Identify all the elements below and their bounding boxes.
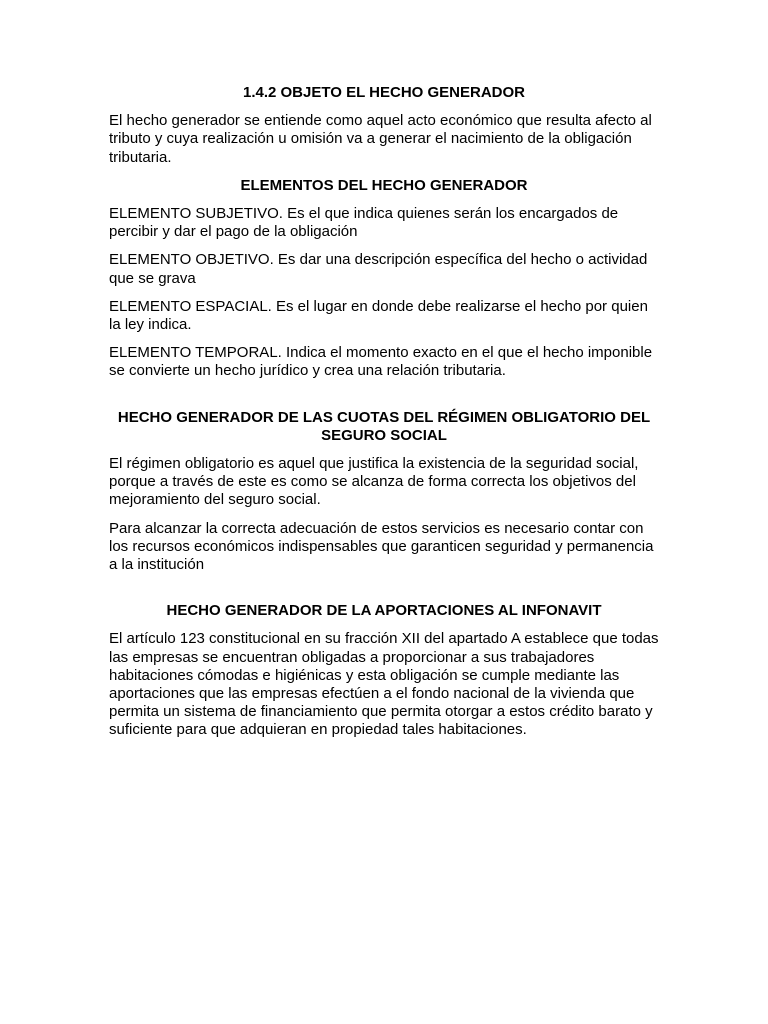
paragraph-articulo-123: El artículo 123 constitucional en su fracción XII del apartado A establece que todas las empresas se encuentran obligadas a proporcionar a sus trabajadores habitaciones cómodas e higiénicas y esta obligación se cumple mediante las aportaciones que las empresas efectúen a el fondo nacional de la vivienda que permita un sistema de financiamiento que permita otorgar a estos crédito barato y suficiente para que adquieran en propiedad tales habitaciones. bbox=[109, 630, 659, 739]
paragraph-regimen-obligatorio: El régimen obligatorio es aquel que justifica la existencia de la seguridad social, porque a través de este es como se alcanza de forma correcta los objetivos del mejoramiento del seguro social. bbox=[109, 455, 639, 509]
document-page bbox=[109, 84, 659, 750]
section-heading-infonavit: HECHO GENERADOR DE LA APORTACIONES AL INFONAVIT bbox=[166, 602, 602, 620]
paragraph-elemento-subjetivo: ELEMENTO SUBJETIVO. Es el que indica quienes serán los encargados de percibir y dar el pago de la obligación bbox=[109, 205, 619, 241]
section-heading-elementos: ELEMENTOS DEL HECHO GENERADOR bbox=[240, 176, 528, 194]
section-heading-objeto: 1.4.2 OBJETO EL HECHO GENERADOR bbox=[242, 84, 525, 101]
paragraph-definition: El hecho generador se entiende como aquel acto económico que resulta afecto al tributo y cuya realización u omisión va a generar el nacimiento de la obligación tributaria. bbox=[109, 112, 652, 166]
paragraph-elemento-temporal: ELEMENTO TEMPORAL. Indica el momento exacto en el que el hecho imponible se convierte un hecho jurídico y crea una relación tributaria. bbox=[109, 344, 653, 380]
paragraph-elemento-espacial: ELEMENTO ESPACIAL. Es el lugar en donde debe realizarse el hecho por quien la ley indica. bbox=[109, 297, 648, 334]
paragraph-adecuacion-servicios: Para alcanzar la correcta adecuación de estos servicios es necesario contar con los recursos económicos indispensables que garanticen seguridad y permanencia a la institución bbox=[109, 519, 654, 574]
section-gap bbox=[109, 391, 659, 409]
paragraph-elemento-objetivo: ELEMENTO OBJETIVO. Es dar una descripción específica del hecho o actividad que se grava bbox=[109, 251, 648, 287]
section-heading-seguro-social: HECHO GENERADOR DE LAS CUOTAS DEL RÉGIMEN OBLIGATORIO DEL SEGURO SOCIAL bbox=[117, 408, 651, 444]
section-gap bbox=[109, 584, 659, 602]
